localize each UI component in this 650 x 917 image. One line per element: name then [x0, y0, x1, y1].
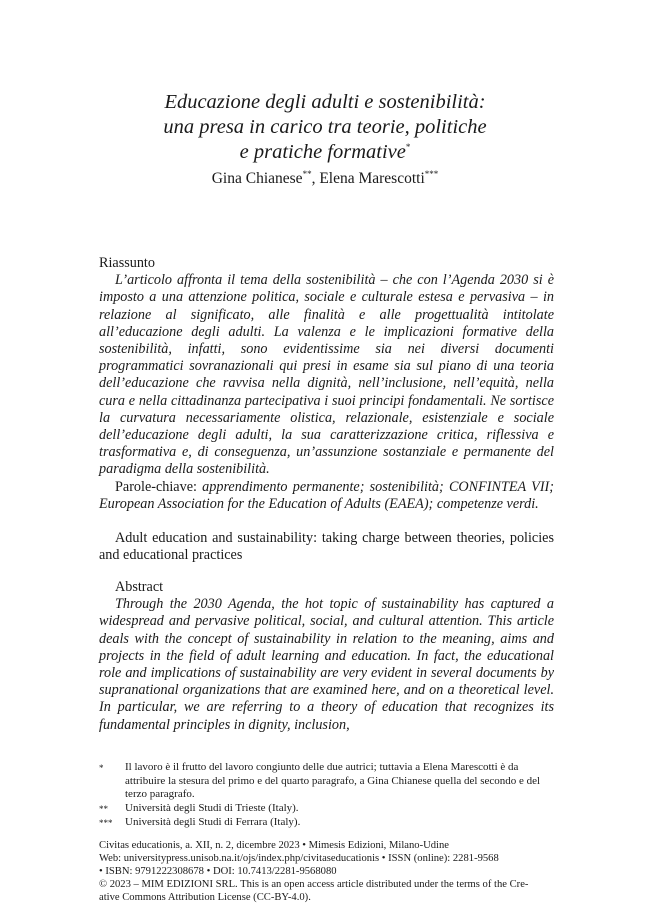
riassunto-body: L’articolo affronta il tema della sostenibilità – che con l’Agenda 2030 si è imposto a una attenzione politica, sociale e culturale estesa e pervasiva – in relazione al significato, alle finalità e alle progettualità intitolate all’educazione degli adulti. La valenza e le implicazioni formative della sostenibilità, infatti, sono evidentissime sia nei diversi documenti programmatici sovranazionali qui presi in esame sia sul piano di una teoria dell’educazione che ravvisa nella dignità, nell’inclusione, nell’equità, nella cura e nella cittadinanza partecipativa i suoi principi fondamentali. Ne sortisce la curvatura necessariamente olistica, relazionale, esistenziale e sociale dell’educazione degli adulti, la sua caratterizzazione critica, riflessiva e trasformativa e, di conseguenza, un’assunzione sostanziale e permanente del paradigma della sostenibilità.	[99, 272, 554, 478]
imprint-line: Web: universitypress.unisob.na.it/ojs/index.php/civitaseducationis • ISSN (online): 2281-9568	[99, 853, 499, 864]
title-line-2: una presa in carico tra teorie, politiche	[163, 116, 487, 138]
footnote-text: Università degli Studi di Trieste (Italy).	[125, 801, 299, 814]
footnote	[99, 816, 554, 831]
keywords-paragraph	[99, 479, 554, 513]
footnote-mark: **	[99, 803, 108, 814]
footnote	[99, 802, 554, 817]
author-footnote-mark: **	[302, 168, 312, 179]
footnotes	[99, 761, 554, 831]
english-title-section	[99, 530, 554, 564]
title-line-3-text: e pratiche formative	[239, 141, 406, 163]
title-footnote-mark: *	[405, 142, 411, 153]
author-footnote-mark: ***	[424, 168, 439, 179]
footnote-text: Università degli Studi di Ferrara (Italy).	[125, 816, 301, 828]
publication-imprint	[99, 839, 554, 904]
riassunto-heading: Riassunto	[99, 255, 155, 271]
author-name: Gina Chianese	[211, 170, 303, 187]
imprint-line: ative Commons Attribution License (CC-BY-4.0).	[99, 892, 311, 903]
imprint-line: © 2023 – MIM EDIZIONI SRL. This is an open access article distributed under the terms of the Cre-	[99, 879, 529, 890]
footnote-text: Il lavoro è il frutto del lavoro congiunto delle due autrici; tuttavia a Elena Marescotti è da attribuire la stesura del primo e del quarto paragrafo, a Gina Chianese quella del secondo e del terzo paragrafo.	[125, 761, 541, 800]
imprint-line: • ISBN: 9791222308678 • DOI: 10.7413/2281-9568080	[99, 866, 337, 877]
footnote-mark: ***	[99, 818, 113, 828]
english-title: Adult education and sustainability: taking charge between theories, policies and educational practices	[99, 530, 554, 564]
riassunto-section	[99, 255, 554, 513]
abstract-heading: Abstract	[115, 579, 164, 595]
author-separator: ,	[311, 170, 320, 187]
title-line-1: Educazione degli adulti e sostenibilità:	[164, 91, 486, 113]
author-line	[100, 170, 550, 188]
title-line-3	[100, 140, 550, 165]
keywords-text: apprendimento permanente; sostenibilità; CONFINTEA VII; European Association for the Education of Adults (EAEA); competenze verdi.	[99, 478, 555, 512]
abstract-section	[99, 579, 554, 734]
imprint-line: Civitas educationis, a. XII, n. 2, dicembre 2023 • Mimesis Edizioni, Milano-Udine	[99, 840, 450, 851]
footnote	[99, 761, 554, 802]
footnote-mark: *	[99, 763, 104, 773]
author-name: Elena Marescotti	[319, 170, 425, 187]
keywords-label: Parole-chiave:	[115, 478, 197, 495]
abstract-body: Through the 2030 Agenda, the hot topic of sustainability has captured a widespread and pervasive political, social, and cultural attention. This article deals with the concept of sustainability in relation to the meaning, aims and projects in the field of adult learning and education. In fact, the educational role and implications of sustainability are very evident in several documents by supranational organizations that are examined here, and on a theoretical level. In particular, we are referring to a theory of education that recognizes its fundamental principles in dignity, inclusion,	[99, 596, 554, 733]
article-title	[100, 90, 550, 165]
